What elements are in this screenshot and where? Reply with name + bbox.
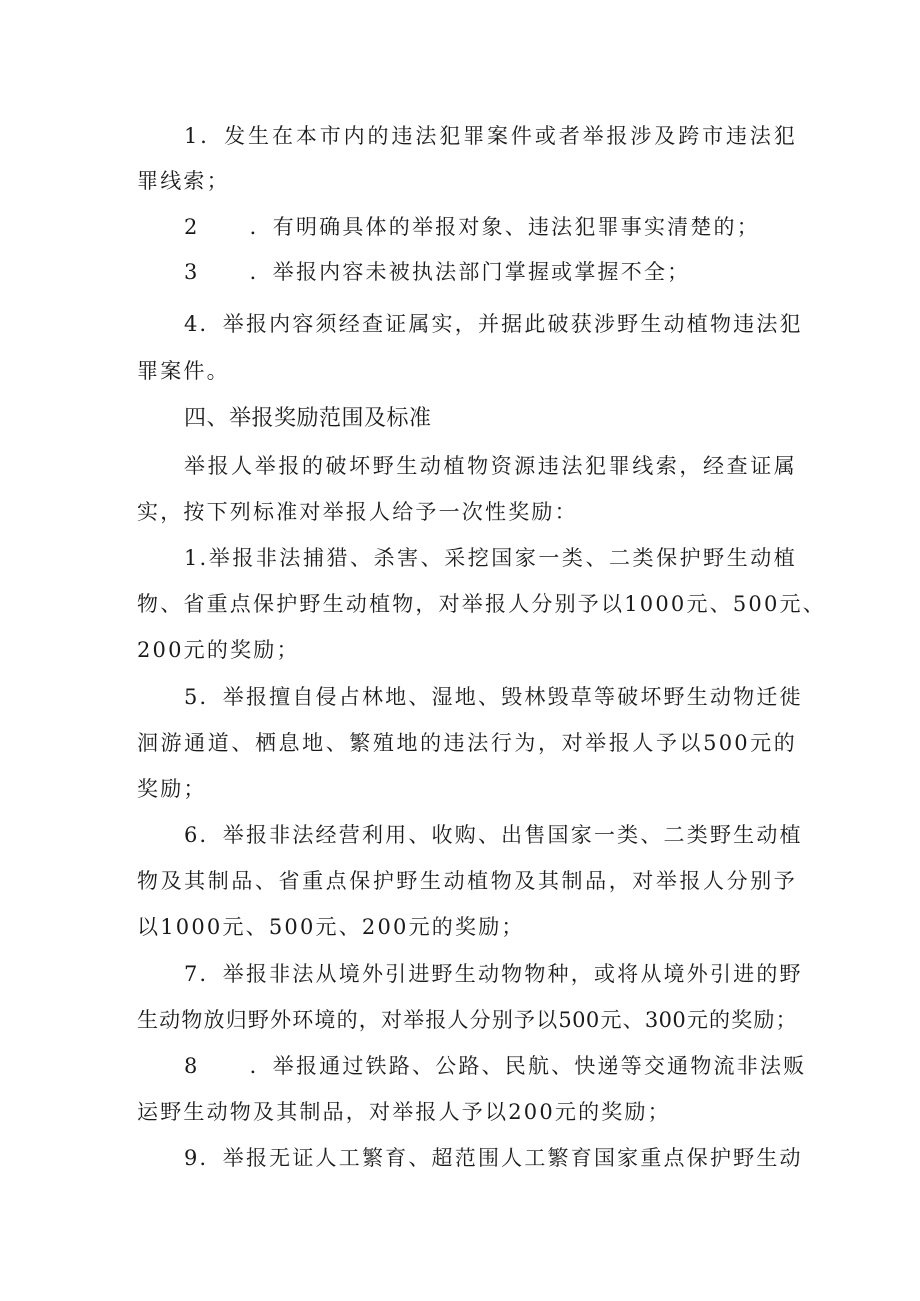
list-text: ．有明确具体的举报对象、违法犯罪事实清楚的；	[249, 215, 760, 239]
paragraph-line: 以1000元、500元、200元的奖励；	[137, 915, 525, 939]
paragraph-line: 奖励；	[137, 777, 207, 801]
paragraph-line: 200元的奖励；	[137, 638, 300, 662]
list-item-8	[184, 1051, 807, 1081]
paragraph-line: 物及其制品、省重点保护野生动植物及其制品，对举报人分别予	[137, 869, 797, 893]
paragraph-line: 实，按下列标准对举报人给予一次性奖励：	[137, 500, 578, 524]
paragraph-line: 9．举报无证人工繁育、超范围人工繁育国家重点保护野生动	[184, 1146, 803, 1170]
paragraph-line: 7．举报非法从境外引进野生动物物种，或将从境外引进的野	[184, 962, 803, 986]
list-number: 2	[184, 215, 200, 239]
paragraph-line: 罪案件。	[137, 359, 230, 383]
paragraph-line: 4．举报内容须经查证属实，并据此破获涉野生动植物违法犯	[184, 312, 803, 336]
section-heading: 四、举报奖励范围及标准	[184, 406, 432, 431]
list-number: 3	[184, 260, 200, 284]
paragraph-line: 运野生动物及其制品，对举报人予以200元的奖励；	[137, 1100, 671, 1124]
list-item-3	[184, 257, 797, 287]
paragraph-line: 物、省重点保护野生动植物，对举报人分别予以1000元、500元、	[137, 592, 826, 616]
paragraph-line: 洄游通道、栖息地、繁殖地的违法行为，对举报人予以500元的	[137, 731, 797, 755]
paragraph-line: 1.举报非法捕猎、杀害、采挖国家一类、二类保护野生动植	[184, 546, 797, 570]
paragraph-line: 5．举报擅自侵占林地、湿地、毁林毁草等破坏野生动物迁徙	[184, 685, 803, 709]
paragraph-line: 罪线索；	[137, 169, 230, 193]
paragraph-line: 6．举报非法经营利用、收购、出售国家一类、二类野生动植	[184, 823, 803, 847]
paragraph-line: 生动物放归野外环境的，对举报人分别予以500元、300元的奖励；	[137, 1008, 797, 1032]
list-item-2	[184, 212, 797, 242]
paragraph-line: 1．发生在本市内的违法犯罪案件或者举报涉及跨市违法犯	[184, 124, 797, 148]
paragraph-line: 举报人举报的破坏野生动植物资源违法犯罪线索，经查证属	[184, 454, 797, 478]
list-text: ．举报通过铁路、公路、民航、快递等交通物流非法贩	[249, 1054, 807, 1078]
list-number: 8	[184, 1054, 200, 1078]
list-text: ．举报内容未被执法部门掌握或掌握不全；	[249, 260, 691, 284]
